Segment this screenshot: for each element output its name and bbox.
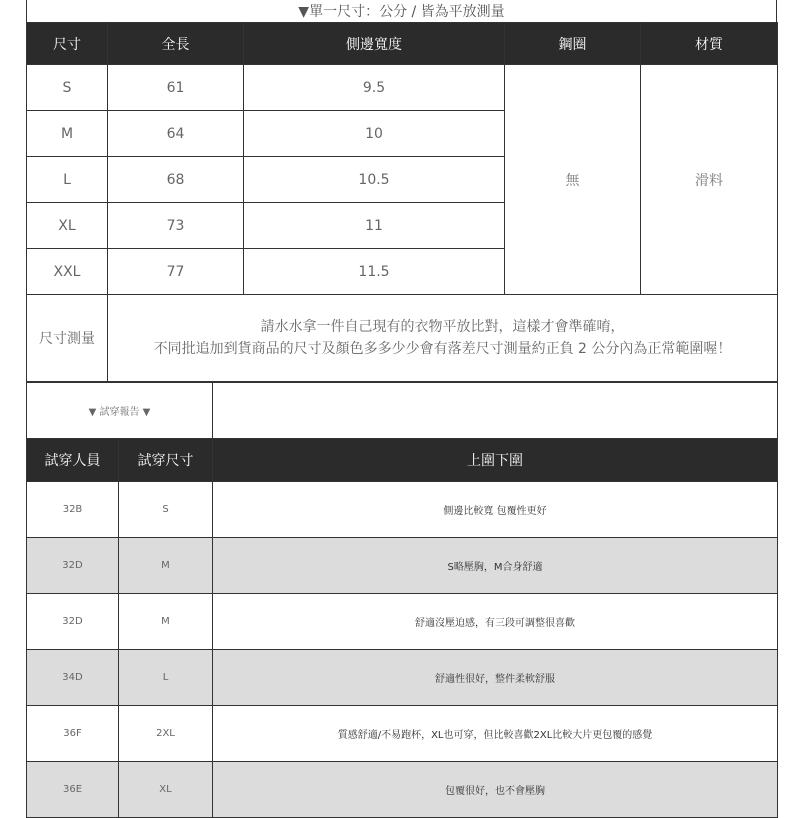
measurement-note	[108, 295, 778, 382]
col-length: 全長	[108, 23, 244, 65]
size-table	[26, 22, 778, 382]
col-fit-feedback: 上圍下圍	[213, 439, 778, 482]
size-chart-sheet	[26, 0, 777, 818]
report-title: ▼ 試穿報告 ▼	[27, 383, 213, 439]
measurement-note-line-1: 請水水拿一件自己現有的衣物平放比對，這樣才會準確唷，	[260, 319, 625, 335]
col-tester: 試穿人員	[27, 439, 119, 482]
feedback-cell: 側邊比較寬 包覆性更好	[213, 482, 778, 538]
tester-cell: 32B	[27, 482, 119, 538]
side-width-cell: 10	[244, 111, 505, 157]
length-cell: 68	[108, 157, 244, 203]
measurement-row	[27, 295, 778, 382]
table-row	[27, 650, 778, 706]
table-row	[27, 762, 778, 818]
feedback-cell: 舒適性很好，整件柔軟舒服	[213, 650, 778, 706]
feedback-cell: S略壓胸，M合身舒適	[213, 538, 778, 594]
col-material: 材質	[641, 23, 778, 65]
tester-cell: 36F	[27, 706, 119, 762]
side-width-cell: 11.5	[244, 249, 505, 295]
size-cell: XXL	[27, 249, 108, 295]
length-cell: 77	[108, 249, 244, 295]
measurement-note-line-2: 不同批追加到貨商品的尺寸及顏色多多少少會有落差尺寸測量約正負 2 公分內為正常範圍喔！	[153, 341, 732, 357]
fitting-report-table	[26, 382, 778, 818]
tried-size-cell: L	[119, 650, 213, 706]
tester-cell: 32D	[27, 538, 119, 594]
col-size: 尺寸	[27, 23, 108, 65]
feedback-cell: 舒適沒壓迫感，有三段可調整很喜歡	[213, 594, 778, 650]
tester-cell: 34D	[27, 650, 119, 706]
size-cell: M	[27, 111, 108, 157]
tester-cell: 36E	[27, 762, 119, 818]
size-cell: L	[27, 157, 108, 203]
report-header	[27, 439, 778, 482]
side-width-cell: 11	[244, 203, 505, 249]
material-cell: 滑料	[641, 65, 778, 295]
table-row	[27, 65, 778, 111]
feedback-cell: 包覆很好，也不會壓胸	[213, 762, 778, 818]
side-width-cell: 9.5	[244, 65, 505, 111]
size-cell: S	[27, 65, 108, 111]
tried-size-cell: S	[119, 482, 213, 538]
report-title-blank	[213, 383, 778, 439]
length-cell: 64	[108, 111, 244, 157]
tester-cell: 32D	[27, 594, 119, 650]
table-row	[27, 538, 778, 594]
table-row	[27, 706, 778, 762]
table-row	[27, 482, 778, 538]
unit-note: ▼單一尺寸：公分 / 皆為平放測量	[26, 0, 777, 22]
col-underwire: 鋼圈	[505, 23, 641, 65]
measurement-label: 尺寸測量	[27, 295, 108, 382]
feedback-cell: 質感舒適/不易跑杯，XL也可穿，但比較喜歡2XL比較大片更包覆的感覺	[213, 706, 778, 762]
col-tried-size: 試穿尺寸	[119, 439, 213, 482]
size-table-header	[27, 23, 778, 65]
size-cell: XL	[27, 203, 108, 249]
length-cell: 61	[108, 65, 244, 111]
col-side-width: 側邊寬度	[244, 23, 505, 65]
report-title-row	[27, 383, 778, 439]
underwire-cell: 無	[505, 65, 641, 295]
tried-size-cell: 2XL	[119, 706, 213, 762]
table-row	[27, 594, 778, 650]
length-cell: 73	[108, 203, 244, 249]
tried-size-cell: M	[119, 538, 213, 594]
tried-size-cell: XL	[119, 762, 213, 818]
side-width-cell: 10.5	[244, 157, 505, 203]
tried-size-cell: M	[119, 594, 213, 650]
